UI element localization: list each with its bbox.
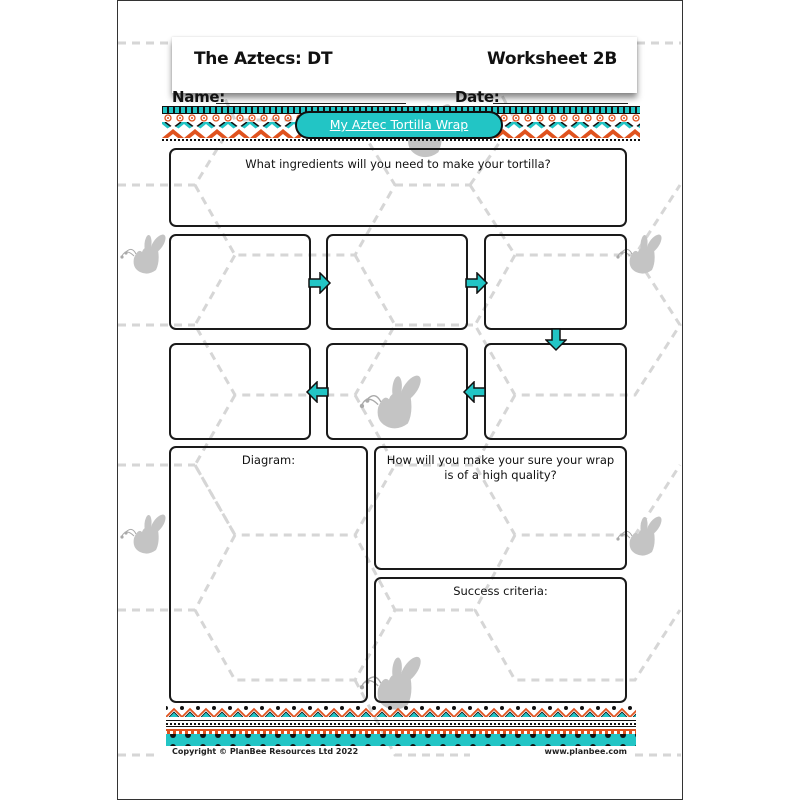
arrow-left-icon — [305, 381, 329, 403]
title-banner — [172, 37, 637, 93]
step-box-6[interactable] — [169, 343, 311, 440]
success-criteria-label: Success criteria: — [453, 584, 548, 598]
quality-prompt-line2: is of a high quality? — [444, 468, 557, 482]
success-criteria-box[interactable] — [374, 577, 627, 703]
arrow-down-icon — [545, 328, 567, 352]
ingredients-box[interactable] — [169, 148, 627, 227]
step-box-2[interactable] — [326, 234, 468, 330]
diagram-label: Diagram: — [241, 453, 296, 467]
quality-box[interactable] — [374, 446, 627, 570]
activity-title-pill — [295, 111, 503, 139]
date-field[interactable] — [493, 103, 628, 104]
step-box-4[interactable] — [484, 343, 627, 440]
aztec-pattern-band-bottom — [166, 705, 636, 747]
name-field[interactable] — [216, 103, 406, 104]
name-label: Name: — [172, 88, 225, 106]
ingredients-prompt: What ingredients will you need to make your tortilla? — [245, 157, 551, 171]
arrow-left-icon — [462, 381, 486, 403]
worksheet-number: Worksheet 2B — [486, 49, 617, 69]
step-box-1[interactable] — [169, 234, 311, 330]
date-label: Date: — [455, 88, 500, 106]
website-link[interactable]: www.planbee.com — [544, 747, 627, 756]
quality-prompt-line1: How will you make your sure your wrap — [386, 453, 615, 467]
step-box-5[interactable] — [326, 343, 468, 440]
arrow-right-icon — [308, 272, 332, 294]
diagram-box[interactable] — [169, 446, 368, 703]
copyright-text: Copyright © PlanBee Resources Ltd 2022 — [172, 747, 359, 756]
step-box-3[interactable] — [484, 234, 627, 330]
arrow-right-icon — [465, 272, 489, 294]
worksheet-topic: The Aztecs: DT — [194, 49, 333, 69]
activity-title: My Aztec Tortilla Wrap — [329, 117, 469, 132]
